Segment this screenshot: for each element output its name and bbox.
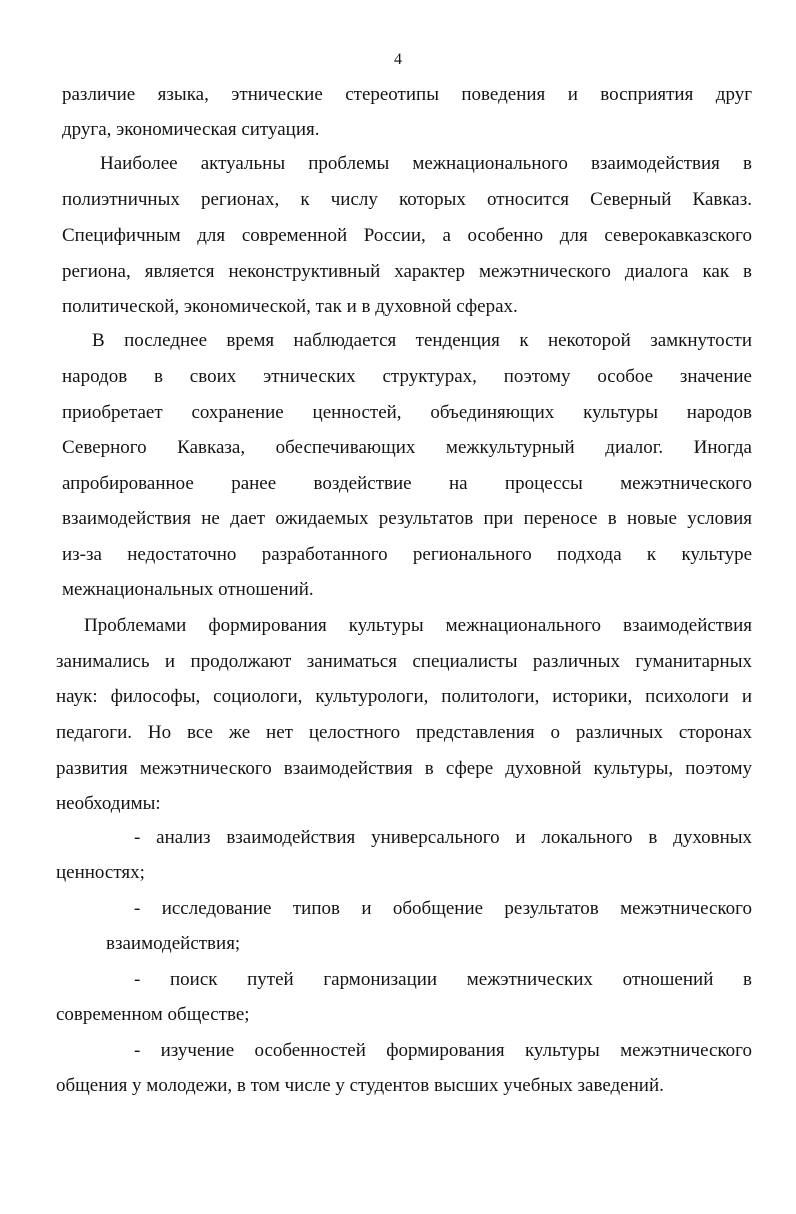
text-line: приобретает сохранение ценностей, объединяющих культуры народов	[62, 402, 752, 423]
text-line: взаимодействия;	[106, 933, 241, 954]
text-line: общения у молодежи, в том числе у студентов высших учебных заведений.	[56, 1075, 664, 1096]
text-line: межнациональных отношений.	[62, 579, 314, 600]
text-line: педагоги. Но все же нет целостного представления о различных сторонах	[56, 722, 752, 743]
text-line: апробированное ранее воздействие на процессы межэтнического	[62, 473, 752, 494]
text-line: народов в своих этнических структурах, поэтому особое значение	[62, 366, 752, 387]
text-line: - изучение особенностей формирования культуры межэтнического	[134, 1040, 752, 1061]
text-line: В последнее время наблюдается тенденция к некоторой замкнутости	[92, 330, 752, 351]
text-line: Специфичным для современной России, а особенно для северокавказского	[62, 225, 752, 246]
text-line: занимались и продолжают заниматься специалисты различных гуманитарных	[56, 651, 752, 672]
text-line: из-за недостаточно разработанного регионального подхода к культуре	[62, 544, 752, 565]
text-line: Наиболее актуальны проблемы межнационального взаимодействия в	[100, 153, 752, 174]
text-line: - анализ взаимодействия универсального и локального в духовных	[134, 827, 752, 848]
text-line: - поиск путей гармонизации межэтнических отношений в	[134, 969, 752, 990]
text-line: развития межэтнического взаимодействия в сфере духовной культуры, поэтому	[56, 758, 752, 779]
text-line: различие языка, этнические стереотипы поведения и восприятия друг	[62, 84, 752, 105]
text-line: региона, является неконструктивный характер межэтнического диалога как в	[62, 261, 752, 282]
text-line: современном обществе;	[56, 1004, 250, 1025]
text-line: - исследование типов и обобщение результатов межэтнического	[134, 898, 752, 919]
page-number: 4	[394, 51, 402, 68]
text-line: политической, экономической, так и в духовной сферах.	[62, 296, 518, 317]
text-line: полиэтничных регионах, к числу которых относится Северный Кавказ.	[62, 189, 752, 210]
text-line: ценностях;	[56, 862, 145, 883]
text-line: необходимы:	[56, 793, 161, 814]
text-line: друга, экономическая ситуация.	[62, 119, 320, 140]
text-line: Проблемами формирования культуры межнационального взаимодействия	[84, 615, 752, 636]
text-line: наук: философы, социологи, культурологи, политологи, историки, психологи и	[56, 686, 752, 707]
text-line: Северного Кавказа, обеспечивающих межкультурный диалог. Иногда	[62, 437, 752, 458]
text-line: взаимодействия не дает ожидаемых результатов при переносе в новые условия	[62, 508, 752, 529]
